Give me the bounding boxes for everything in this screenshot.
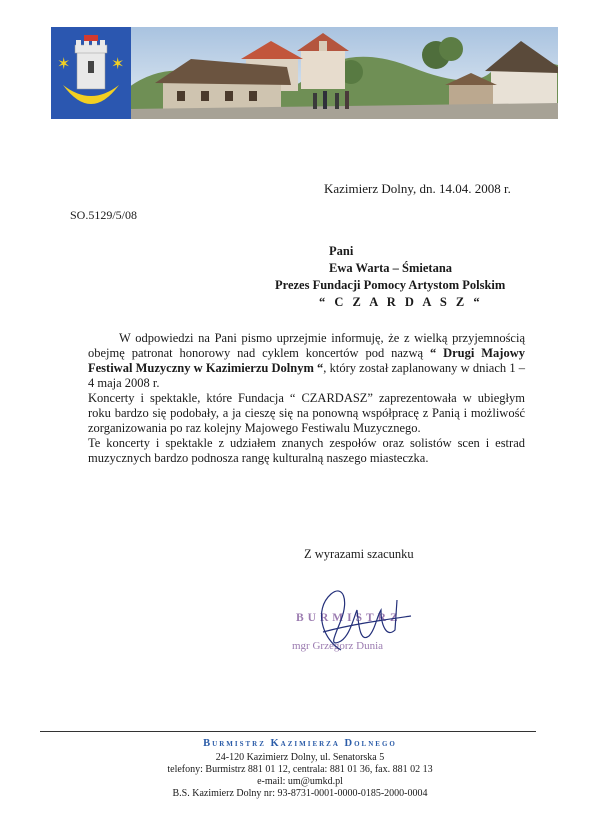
recipient-name: Ewa Warta – Śmietana [329,261,453,275]
stamp-name: mgr Grzegorz Dunia [292,640,384,652]
paragraph-2: Koncerty i spektakle, które Fundacja “ CZARDASZ” zaprezentowała w ubiegłym roku bardzo się podobały, a ja cieszę się na ponowną współpracę z Panią i możliwość zorganizowania po raz kolejny Majowego Festiwalu Muzycznego. [88,391,525,435]
footer-email: e-mail: um@umkd.pl [257,776,343,787]
letter-date: Kazimierz Dolny, dn. 14.04. 2008 r. [324,181,511,196]
recipient-organization: “ C Z A R D A S Z “ [319,295,483,309]
recipient-position: Prezes Fundacji Pomocy Artystom Polskim [275,278,506,292]
footer-bank: B.S. Kazimierz Dolny nr: 93-8731-0001-0000-0185-2000-0004 [172,788,428,799]
footer-divider [40,731,536,732]
paragraph-1 [88,331,525,391]
footer-organization: Burmistrz Kazimierza Dolnego [203,738,397,749]
recipient-block [275,243,505,311]
recipient-salutation: Pani [329,244,354,258]
footer [160,738,440,800]
signature [283,580,423,660]
footer-phones: telefony: Burmistrz 881 01 12, centrala: 881 01 36, fax. 881 02 13 [167,764,433,775]
footer-address: 24-120 Kazimierz Dolny, ul. Senatorska 5 [215,752,385,763]
closing-line: Z wyrazami szacunku [304,547,414,561]
coat-of-arms-emblem [51,27,131,119]
svg-text:✶: ✶ [57,54,71,73]
letterhead-banner [51,27,558,119]
paragraph-1-end: , który został zaplanowany w dniach 1 – 4 maja 2008 r. [88,361,525,390]
letter-body [88,331,525,466]
festival-name: “ Drugi Majowy Festiwal Muzyczny w Kazimierzu Dolnym “ [88,346,525,375]
paragraph-1-text: W odpowiedzi na Pani pismo uprzejmie informuję, że z wielką przyjemnością obejmę patronat honorowy nad cyklem koncertów pod nazwą [88,331,525,360]
reference-number: SO.5129/5/08 [70,208,138,222]
town-square-photo [51,27,558,119]
stamp-title: BURMISTRZ [296,612,402,624]
paragraph-3: Te koncerty i spektakle z udziałem znanych zespołów oraz solistów scen i estrad muzycznych bardzo podnosza rangę kulturalną naszego miasteczka. [88,436,525,465]
svg-text:✶: ✶ [111,54,125,73]
